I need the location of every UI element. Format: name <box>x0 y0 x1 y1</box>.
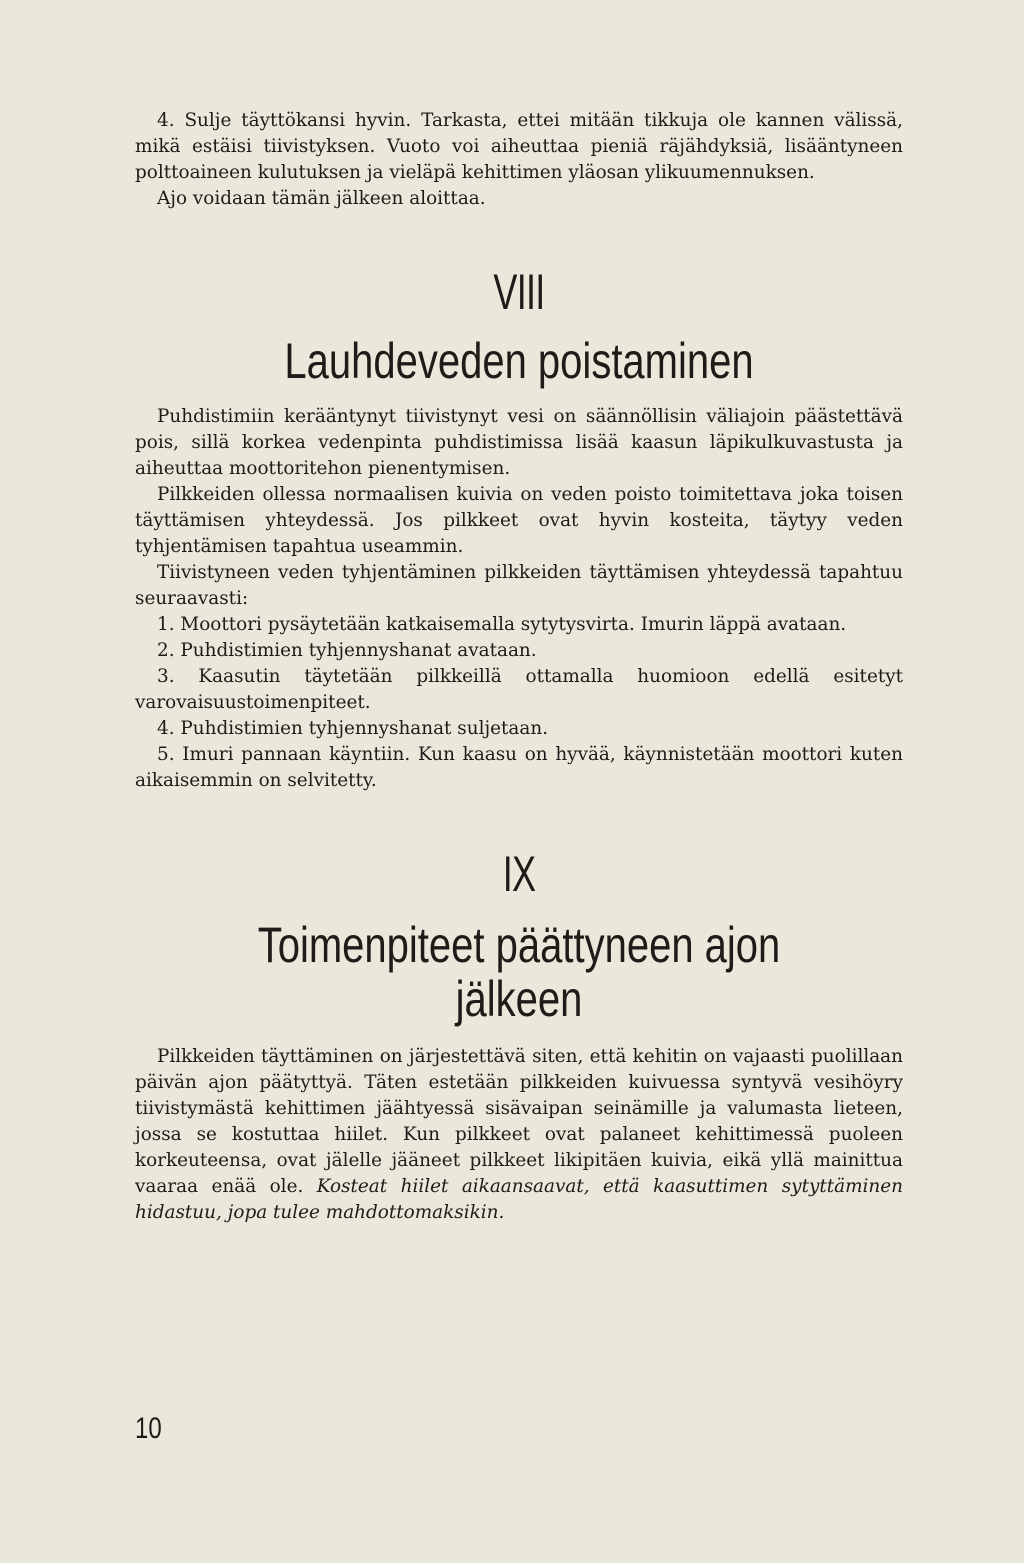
page-number: 10 <box>135 1412 162 1445</box>
chapter-title-lauhdeveden: Lauhdeveden poistaminen <box>284 333 754 389</box>
paragraph-item-4: 4. Sulje täyttökansi hyvin. Tarkasta, ettei mitään tikkuja ole kannen välissä, mikä estäisi tiivistyksen. Vuoto voi aiheuttaa pieniä räjähdyksiä, lisääntyneen polttoaineen kulutuksen ja vieläpä kehittimen yläosan ylikuumennuksen. <box>135 110 903 183</box>
chapter-title-line-1: Toimenpiteet päättyneen ajon <box>257 917 781 973</box>
list-item-step-2: 2. Puhdistimien tyhjennyshanat avataan. <box>157 640 537 661</box>
paragraph-condensate-intro: Puhdistimiin kerääntynyt tiivistynyt vesi on säännöllisin väliajoin päästettävä pois, sillä korkea vedenpinta puhdistimissa lisää kaasun läpikulkuvastusta ja aiheuttaa moottoritehon pienentymisen. <box>135 406 903 479</box>
paragraph-drive-start: Ajo voidaan tämän jälkeen aloittaa. <box>157 188 486 209</box>
chapter-title-line-2: jälkeen <box>455 971 583 1027</box>
chapter-number-ix: IX <box>502 846 536 902</box>
list-item-step-4: 4. Puhdistimien tyhjennyshanat suljetaan. <box>157 718 549 739</box>
list-item-step-1: 1. Moottori pysäytetään katkaisemalla sytytysvirta. Imurin läppä avataan. <box>157 614 847 635</box>
page-body <box>135 108 903 1226</box>
list-item-step-5: 5. Imuri pannaan käyntiin. Kun kaasu on hyvää, käynnistetään moottori kuten aikaisemmin on selvitetty. <box>135 744 903 791</box>
paragraph-after-drive-text: Pilkkeiden täyttäminen on järjestettävä siten, että kehitin on vajaasti puolillaan päivän ajon päätyttyä. Täten estetään pilkkeiden kuivuessa syntyvä vesihöyry tiivistymästä kehittimen jäähtyessä sisävaipan seinämille ja valumasta lieteen, jossa se kostuttaa hiilet. Kun pilkkeet ovat palaneet kehittimessä puoleen korkeuteensa, ovat jälelle jääneet pilkkeet likipitäen kuivia, eikä yllä mainittua vaaraa enää ole. <box>135 1046 903 1197</box>
paragraph-after-drive <box>135 1044 903 1226</box>
paragraph-drain-frequency: Pilkkeiden ollessa normaalisen kuivia on veden poisto toimitettava joka toisen täyttämisen yhteydessä. Jos pilkkeet ovat hyvin kosteita, täytyy veden tyhjentämisen tapahtua useammin. <box>135 484 903 557</box>
paragraph-procedure-intro: Tiivistyneen veden tyhjentäminen pilkkeiden täyttämisen yhteydessä tapahtuu seuraavasti: <box>135 562 903 609</box>
list-item-step-3: 3. Kaasutin täytetään pilkkeillä ottamalla huomioon edellä esitetyt varovaisuustoimenpiteet. <box>135 666 903 713</box>
chapter-title-toimenpiteet <box>212 918 826 1026</box>
paragraph-after-drive-italic: Kosteat hiilet aikaansaavat, että kaasuttimen sytyttäminen hidastuu, jopa tulee mahdottomaksikin. <box>135 1176 903 1223</box>
chapter-number-viii: VIII <box>493 264 545 320</box>
